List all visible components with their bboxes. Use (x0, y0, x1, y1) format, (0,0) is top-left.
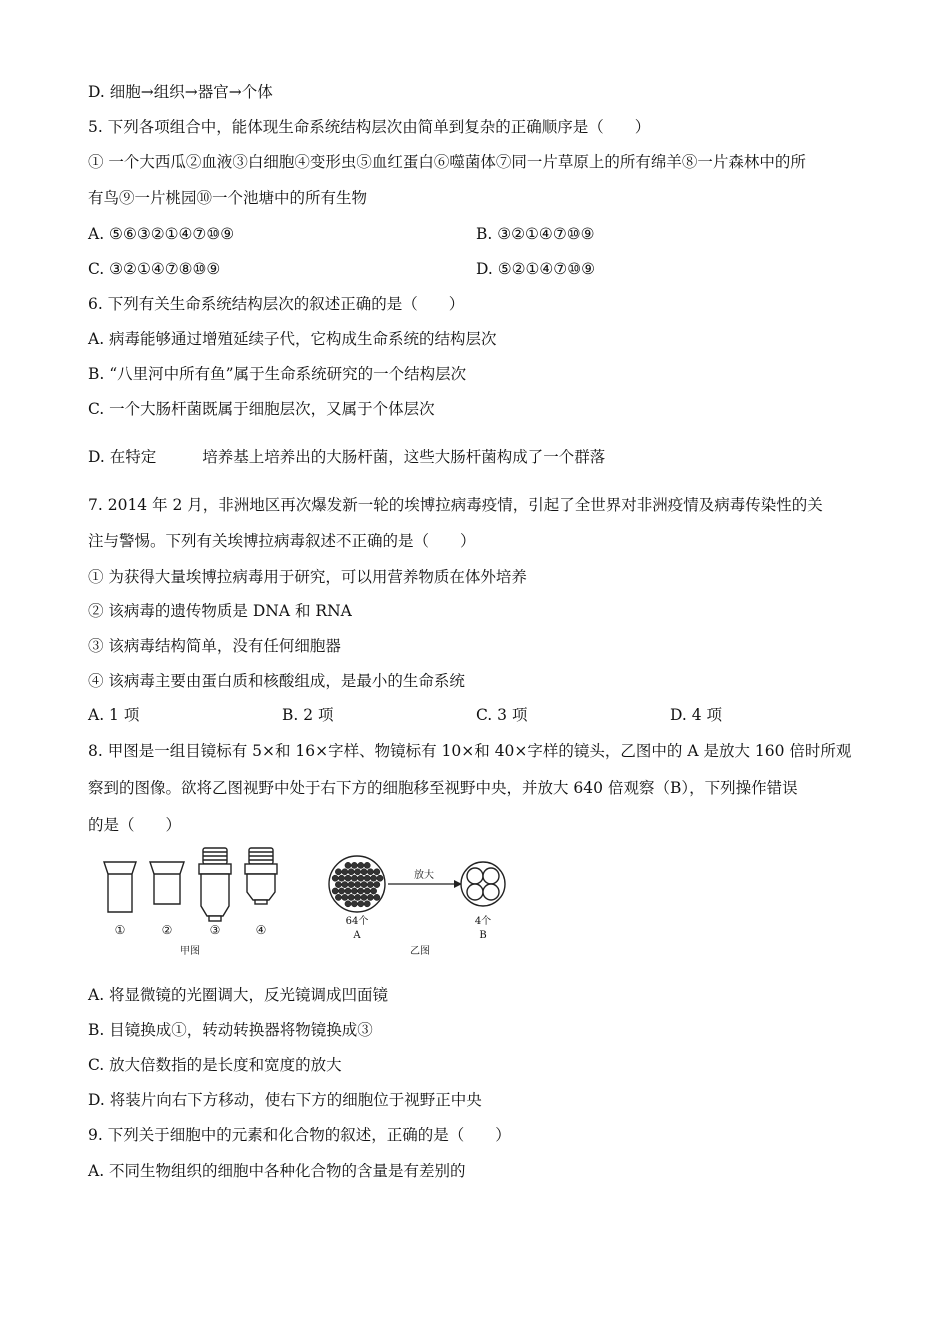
q9-stem: 9. 下列关于细胞中的元素和化合物的叙述，正确的是（ ） (88, 1126, 511, 1144)
q8-option-d: D. 将装片向右下方移动，使右下方的细胞位于视野正中央 (88, 1091, 482, 1109)
objective-long-icon (199, 848, 231, 921)
q7-statement-3: ③ 该病毒结构简单，没有任何细胞器 (88, 637, 341, 655)
lens-label-2: ② (161, 923, 173, 937)
q8-option-b: B. 目镜换成①，转动转换器将物镜换成③ (88, 1021, 373, 1039)
q7-statement-1: ① 为获得大量埃博拉病毒用于研究，可以用营养物质在体外培养 (88, 568, 527, 586)
q7-stem-line2: 注与警惕。下列有关埃博拉病毒叙述不正确的是（ ） (88, 532, 476, 550)
cell-dot (342, 882, 348, 888)
cell-dot (371, 875, 377, 881)
q7-option-c: C. 3 项 (476, 706, 528, 724)
cell-dot (345, 875, 351, 881)
field-b-count: 4个 (474, 916, 492, 927)
cell-dot (348, 869, 354, 875)
cell-dot (351, 888, 357, 894)
cell-dot (335, 869, 341, 875)
q5-option-b: B. ③②①④⑦⑩⑨ (476, 225, 595, 243)
cell-dot (355, 894, 361, 900)
q6-option-d-part1: D. 在特定 (88, 448, 157, 466)
cell-dot (339, 888, 345, 894)
cell-dot (345, 901, 351, 907)
q9-option-a: A. 不同生物组织的细胞中各种化合物的含量是有差别的 (88, 1162, 466, 1180)
cell-dot (364, 862, 370, 868)
microscope-figure (98, 840, 528, 965)
q6-option-d (88, 447, 605, 467)
q5-option-a: A. ⑤⑥③②①④⑦⑩⑨ (88, 225, 235, 243)
q5-option-c: C. ③②①④⑦⑧⑩⑨ (88, 260, 221, 278)
cell-dot (348, 894, 354, 900)
q6-option-a: A. 病毒能够通过增殖延续子代，它构成生命系统的结构层次 (88, 330, 497, 348)
cell-dot (364, 888, 370, 894)
q5-items-line2: 有鸟⑨一片桃园⑩一个池塘中的所有生物 (88, 189, 368, 207)
q8-stem-line3: 的是（ ） (88, 816, 182, 834)
arrow-right-icon (388, 880, 462, 888)
cell-dot (367, 882, 373, 888)
cell-dot (351, 862, 357, 868)
cell-dot (339, 875, 345, 881)
cell-dot (332, 888, 338, 894)
q8-option-a: A. 将显微镜的光圈调大，反光镜调成凹面镜 (88, 986, 389, 1004)
q7-option-b: B. 2 项 (282, 706, 334, 724)
cell-dot (361, 894, 367, 900)
q6-option-c: C. 一个大肠杆菌既属于细胞层次，又属于个体层次 (88, 400, 435, 418)
eyepiece-short-icon (150, 862, 184, 904)
cell-dot (371, 888, 377, 894)
yi-caption: 乙图 (410, 946, 430, 957)
cell-dot (335, 882, 341, 888)
q6-option-b: B. “八里河中所有鱼”属于生命系统研究的一个结构层次 (88, 365, 467, 383)
field-b-icon (461, 862, 505, 906)
cell-dot (355, 869, 361, 875)
objective-short-icon (245, 848, 277, 904)
q7-stem-line1: 7. 2014 年 2 月，非洲地区再次爆发新一轮的埃博拉病毒疫情，引起了全世界对非洲疫情及病毒传染性的关 (88, 496, 823, 514)
q7-statement-4: ④ 该病毒主要由蛋白质和核酸组成，是最小的生命系统 (88, 672, 465, 690)
field-b-label: B (479, 930, 487, 941)
q6-option-d-part2: 培养基上培养出的大肠杆菌，这些大肠杆菌构成了一个群落 (202, 448, 606, 466)
cell-dot (345, 888, 351, 894)
q7-option-d: D. 4 项 (670, 706, 723, 724)
q5-stem: 5. 下列各项组合中，能体现生命系统结构层次由简单到复杂的正确顺序是（ ） (88, 118, 651, 136)
cell-dot (364, 901, 370, 907)
arrow-label: 放大 (414, 870, 434, 881)
lens-label-4: ④ (255, 923, 267, 937)
cell-dot (374, 882, 380, 888)
q8-option-c: C. 放大倍数指的是长度和宽度的放大 (88, 1056, 342, 1074)
cell-dot (367, 869, 373, 875)
q5-option-d: D. ⑤②①④⑦⑩⑨ (476, 260, 595, 278)
cell-dot (364, 875, 370, 881)
cell-dot (351, 875, 357, 881)
q5-items-line1: ① 一个大西瓜②血液③白细胞④变形虫⑤血红蛋白⑥噬菌体⑦同一片草原上的所有绵羊⑧一片森林中的所 (88, 153, 806, 171)
lens-label-3: ③ (209, 923, 221, 937)
field-a-icon (329, 856, 385, 912)
cell-dot (335, 894, 341, 900)
field-a-label: A (353, 930, 361, 941)
cell-dot (374, 894, 380, 900)
cell-dot (342, 894, 348, 900)
jia-caption: 甲图 (180, 946, 200, 957)
lens-label-1: ① (114, 923, 126, 937)
cell-dot (348, 882, 354, 888)
cell-dot (367, 894, 373, 900)
cell-dot (355, 882, 361, 888)
q4-option-d: D. 细胞→组织→器官→个体 (88, 83, 273, 101)
cell-dot (361, 869, 367, 875)
field-a-count: 64个 (345, 916, 369, 927)
cell-dot (345, 862, 351, 868)
cell-dot (361, 882, 367, 888)
cell-dot (351, 901, 357, 907)
cell-dot (358, 888, 364, 894)
q6-stem: 6. 下列有关生命系统结构层次的叙述正确的是（ ） (88, 295, 465, 313)
cell-dot (358, 875, 364, 881)
cell-dot (358, 901, 364, 907)
q8-stem-line2: 察到的图像。欲将乙图视野中处于右下方的细胞移至视野中央，并放大 640 倍观察（B），下列操作错误 (88, 779, 798, 797)
cell-dot (374, 869, 380, 875)
cell-dot (332, 875, 338, 881)
q8-stem-line1: 8. 甲图是一组目镜标有 5×和 16×字样、物镜标有 10×和 40×字样的镜头，乙图中的 A 是放大 160 倍时所观 (88, 742, 852, 760)
q7-option-a: A. 1 项 (88, 706, 140, 724)
cell-dot (377, 875, 383, 881)
eyepiece-long-icon (104, 862, 136, 912)
q7-statement-2: ② 该病毒的遗传物质是 DNA 和 RNA (88, 602, 352, 620)
cell-dot (358, 862, 364, 868)
cell-dot (342, 869, 348, 875)
